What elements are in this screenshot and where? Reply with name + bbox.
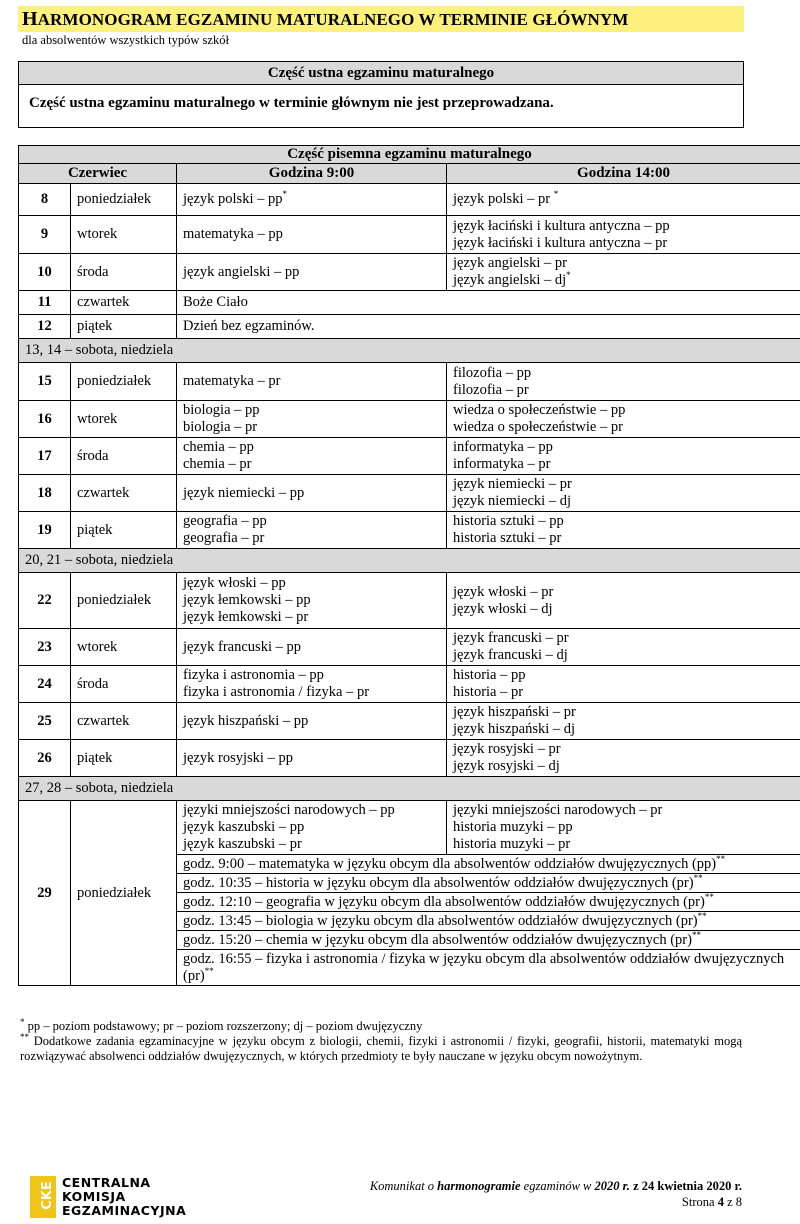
afternoon-exam: informatyka – pp informatyka – pr xyxy=(447,438,800,475)
bilingual-exam: godz. 9:00 – matematyka w języku obcym dla absolwentów oddziałów dwujęzycznych (pp)** xyxy=(177,855,800,874)
afternoon-exam: język angielski – pr język angielski – dj* xyxy=(447,254,800,291)
page-number: Strona 4 z 8 xyxy=(681,1195,742,1209)
cke-logo-text: CENTRALNA KOMISJA EGZAMINACYJNA xyxy=(62,1175,187,1218)
weekday: czwartek xyxy=(71,703,177,740)
weekend-row: 27, 28 – sobota, niedziela xyxy=(19,777,800,801)
weekday: poniedziałek xyxy=(71,363,177,401)
table-row xyxy=(19,315,800,339)
table-row xyxy=(19,801,800,855)
bilingual-exam: godz. 15:20 – chemia w języku obcym dla absolwentów oddziałów dwujęzycznych (pr)** xyxy=(177,931,800,950)
day-number: 9 xyxy=(19,216,71,254)
morning-exam: język polski – pp* xyxy=(177,184,447,216)
day-number: 25 xyxy=(19,703,71,740)
afternoon-exam: język polski – pr * xyxy=(447,184,800,216)
morning-exam: matematyka – pr xyxy=(177,363,447,401)
weekday: piątek xyxy=(71,512,177,549)
day-number: 11 xyxy=(19,291,71,315)
morning-exam: geografia – pp geografia – pr xyxy=(177,512,447,549)
oral-heading: Część ustna egzaminu maturalnego xyxy=(19,62,743,85)
page-title: HARMONOGRAM EGZAMINU MATURALNEGO W TERMINIE GŁÓWNYM xyxy=(22,8,629,30)
table-row xyxy=(19,703,800,740)
morning-exam: język hiszpański – pp xyxy=(177,703,447,740)
day-number: 24 xyxy=(19,666,71,703)
afternoon-exam: język włoski – pr język włoski – dj xyxy=(447,573,800,629)
afternoon-exam: historia – pp historia – pr xyxy=(447,666,800,703)
col-month: Czerwiec xyxy=(19,164,177,184)
day-number: 29 xyxy=(19,801,71,986)
table-row xyxy=(19,629,800,666)
table-row xyxy=(19,438,800,475)
afternoon-exam: język hiszpański – pr język hiszpański – dj xyxy=(447,703,800,740)
footnotes xyxy=(20,1016,743,1064)
morning-exam: matematyka – pp xyxy=(177,216,447,254)
weekday: poniedziałek xyxy=(71,573,177,629)
afternoon-exam: język niemiecki – pr język niemiecki – dj xyxy=(447,475,800,512)
holiday-note: Boże Ciało xyxy=(177,291,800,315)
weekday: wtorek xyxy=(71,216,177,254)
table-row xyxy=(19,216,800,254)
day-number: 17 xyxy=(19,438,71,475)
col-afternoon: Godzina 14:00 xyxy=(447,164,800,184)
oral-exam-box xyxy=(18,61,744,128)
morning-exam: fizyka i astronomia – pp fizyka i astronomia / fizyka – pr xyxy=(177,666,447,703)
day-number: 26 xyxy=(19,740,71,777)
table-row xyxy=(19,573,800,629)
morning-exam: chemia – pp chemia – pr xyxy=(177,438,447,475)
written-heading: Część pisemna egzaminu maturalnego xyxy=(19,146,800,164)
weekday: środa xyxy=(71,666,177,703)
day-number: 15 xyxy=(19,363,71,401)
bilingual-exam: godz. 10:35 – historia w języku obcym dla absolwentów oddziałów dwujęzycznych (pr)** xyxy=(177,874,800,893)
bilingual-exam: godz. 16:55 – fizyka i astronomia / fizyka w języku obcym dla absolwentów oddziałów dwujęzycznych (pr)** xyxy=(177,950,800,986)
weekday: wtorek xyxy=(71,629,177,666)
cke-logo xyxy=(30,1176,190,1218)
table-row xyxy=(19,666,800,703)
weekday: wtorek xyxy=(71,401,177,438)
table-row xyxy=(19,401,800,438)
weekday: piątek xyxy=(71,315,177,339)
bilingual-exam: godz. 12:10 – geografia w języku obcym dla absolwentów oddziałów dwujęzycznych (pr)** xyxy=(177,893,800,912)
footer-reference: Komunikat o harmonogramie egzaminów w 2020 r. z 24 kwietnia 2020 r. xyxy=(369,1179,742,1193)
day-number: 22 xyxy=(19,573,71,629)
afternoon-exam: język łaciński i kultura antyczna – pp język łaciński i kultura antyczna – pr xyxy=(447,216,800,254)
afternoon-exam: wiedza o społeczeństwie – pp wiedza o społeczeństwie – pr xyxy=(447,401,800,438)
afternoon-exam: filozofia – pp filozofia – pr xyxy=(447,363,800,401)
morning-exam: języki mniejszości narodowych – pp język kaszubski – pp język kaszubski – pr xyxy=(177,801,447,855)
oral-text: Część ustna egzaminu maturalnego w terminie głównym nie jest przeprowadzana. xyxy=(29,95,554,111)
weekend-row: 13, 14 – sobota, niedziela xyxy=(19,339,800,363)
morning-exam: język francuski – pp xyxy=(177,629,447,666)
col-morning: Godzina 9:00 xyxy=(177,164,447,184)
table-row xyxy=(19,740,800,777)
page-subtitle: dla absolwentów wszystkich typów szkół xyxy=(22,33,229,47)
cke-logo-mark: CKE xyxy=(30,1176,56,1218)
table-row xyxy=(19,254,800,291)
bilingual-exam: godz. 13:45 – biologia w języku obcym dla absolwentów oddziałów dwujęzycznych (pr)** xyxy=(177,912,800,931)
morning-exam: język włoski – pp język łemkowski – pp język łemkowski – pr xyxy=(177,573,447,629)
table-row xyxy=(19,184,800,216)
morning-exam: język rosyjski – pp xyxy=(177,740,447,777)
page-footer xyxy=(370,1178,742,1210)
morning-exam: język angielski – pp xyxy=(177,254,447,291)
no-exam-note: Dzień bez egzaminów. xyxy=(177,315,800,339)
weekday: poniedziałek xyxy=(71,184,177,216)
footnote-1: * pp – poziom podstawowy; pr – poziom rozszerzony; dj – poziom dwujęzyczny xyxy=(20,1016,423,1033)
weekday: piątek xyxy=(71,740,177,777)
day-number: 10 xyxy=(19,254,71,291)
day-number: 12 xyxy=(19,315,71,339)
afternoon-exam: języki mniejszości narodowych – pr historia muzyki – pp historia muzyki – pr xyxy=(447,801,800,855)
weekday: środa xyxy=(71,438,177,475)
afternoon-exam: język rosyjski – pr język rosyjski – dj xyxy=(447,740,800,777)
table-row xyxy=(19,512,800,549)
afternoon-exam: historia sztuki – pp historia sztuki – pr xyxy=(447,512,800,549)
afternoon-exam: język francuski – pr język francuski – dj xyxy=(447,629,800,666)
day-number: 16 xyxy=(19,401,71,438)
footnote-2: ** Dodatkowe zadania egzaminacyjne w języku obcym z biologii, chemii, fizyki i astronomii / fizyki, geografii, historii, matematyki mogą rozwiązywać absolwenci oddziałów dwujęzycznych, w których przedmioty te były nauczane w języku obcym nowożytnym. xyxy=(20,1031,743,1063)
weekday: poniedziałek xyxy=(71,801,177,986)
day-number: 8 xyxy=(19,184,71,216)
day-number: 18 xyxy=(19,475,71,512)
written-exam-table xyxy=(18,145,800,986)
table-row xyxy=(19,363,800,401)
day-number: 23 xyxy=(19,629,71,666)
table-row xyxy=(19,291,800,315)
weekday: środa xyxy=(71,254,177,291)
weekday: czwartek xyxy=(71,475,177,512)
day-number: 19 xyxy=(19,512,71,549)
weekday: czwartek xyxy=(71,291,177,315)
morning-exam: biologia – pp biologia – pr xyxy=(177,401,447,438)
table-row xyxy=(19,475,800,512)
weekend-row: 20, 21 – sobota, niedziela xyxy=(19,549,800,573)
morning-exam: język niemiecki – pp xyxy=(177,475,447,512)
